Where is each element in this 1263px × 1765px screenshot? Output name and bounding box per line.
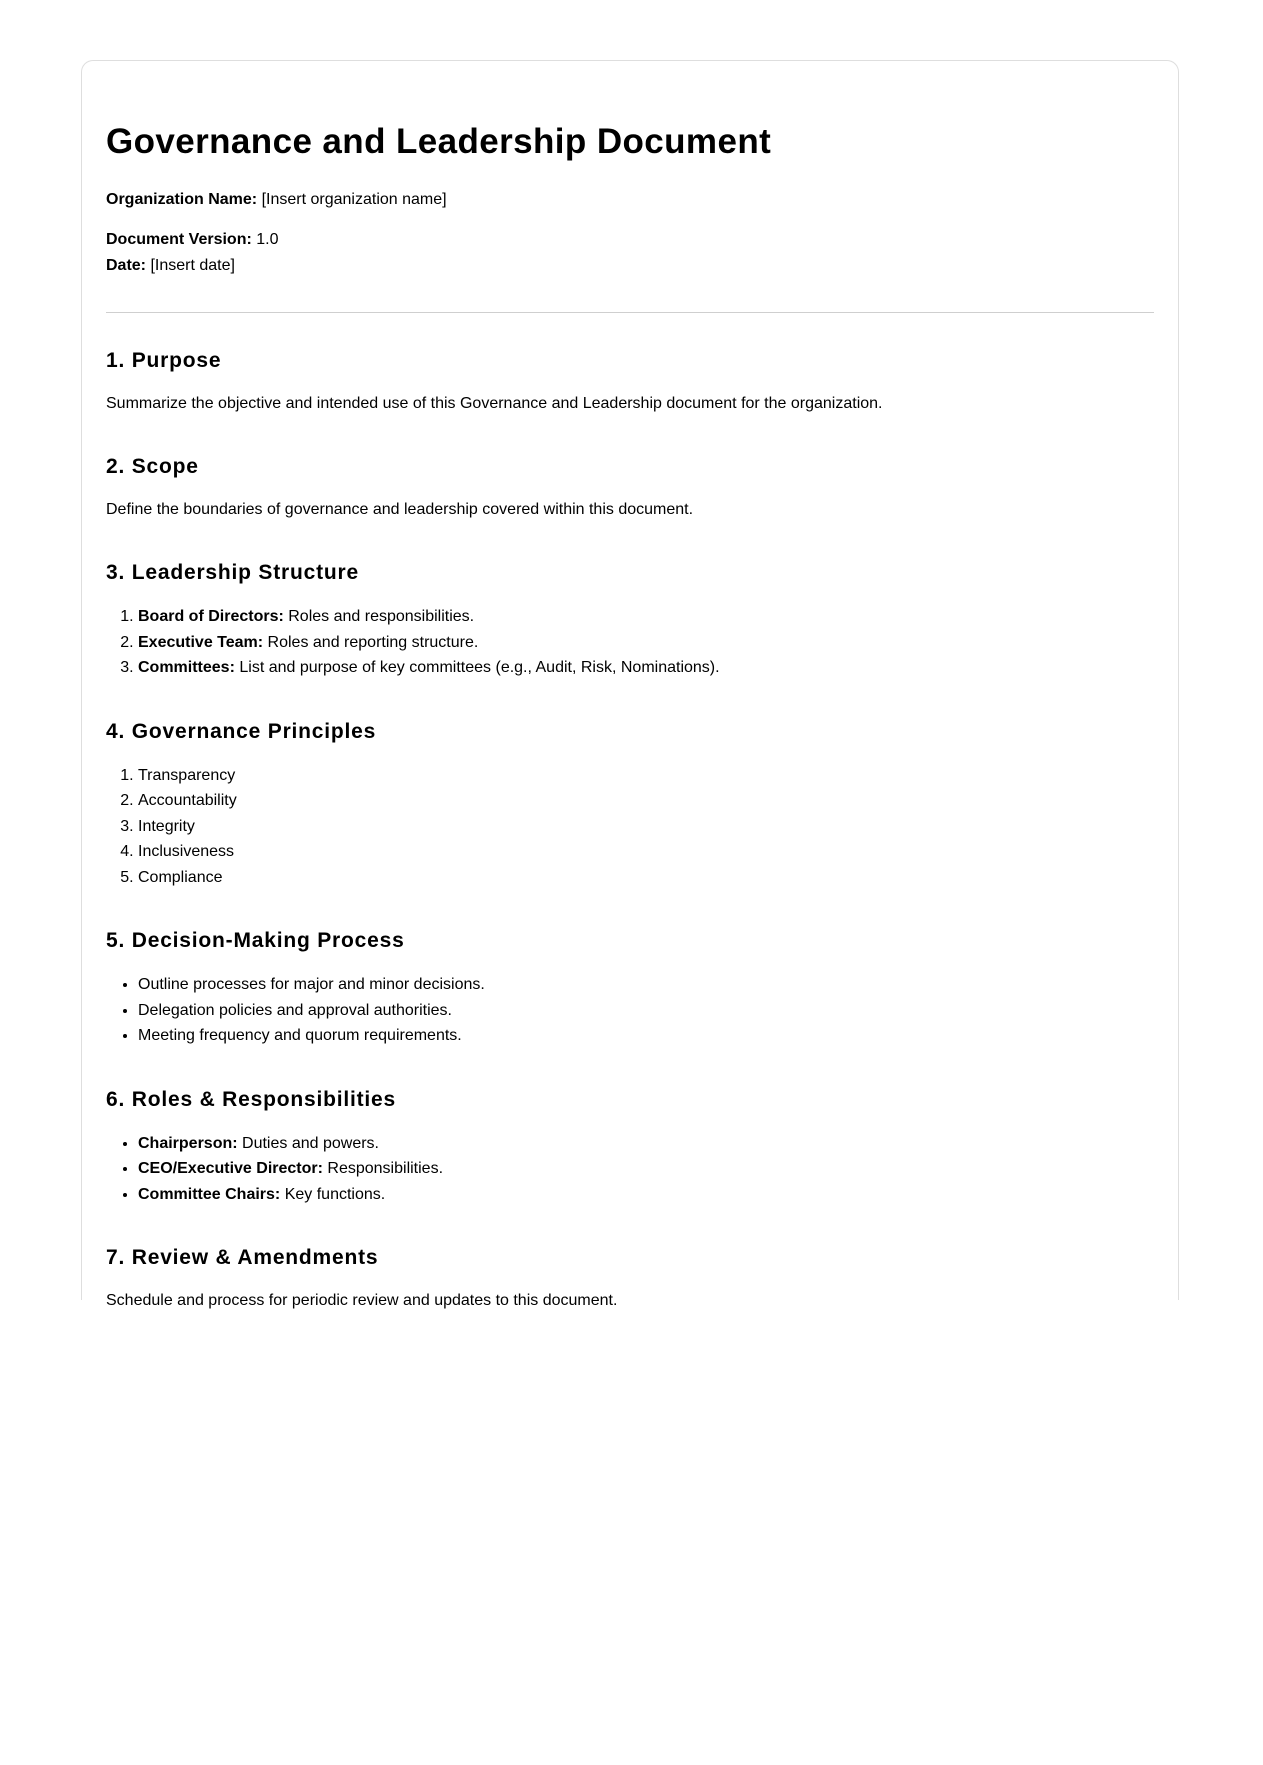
list-item-term: Committee Chairs: (138, 1185, 281, 1203)
section-text: Define the boundaries of governance and leadership covered within this document. (106, 501, 694, 518)
list-item-text: Key functions. (284, 1185, 386, 1203)
section-review-amendments (106, 1245, 1154, 1313)
list-item-text: Responsibilities. (327, 1160, 444, 1177)
document-version-label: Document Version: (106, 231, 252, 248)
section-heading: 2. Scope (106, 455, 199, 478)
list-item (138, 1131, 1154, 1157)
section-decision-making (106, 928, 1154, 1049)
list-item: • Meeting frequency and quorum requirements. (138, 1023, 1154, 1049)
section-scope (106, 454, 1154, 522)
section-text: Schedule and process for periodic review and updates to this document. (106, 1292, 618, 1309)
section-leadership-structure (106, 560, 1154, 681)
list-item-term: Committees: (138, 659, 235, 676)
document-version-line (106, 227, 1154, 253)
header-divider (106, 312, 1154, 313)
list-item (138, 630, 1154, 656)
leadership-list (106, 604, 1154, 681)
section-heading: 7. Review & Amendments (106, 1246, 379, 1269)
section-heading: 1. Purpose (106, 349, 222, 372)
organization-name-label: Organization Name: (106, 191, 258, 208)
decision-list (106, 972, 1154, 1049)
list-item-term: Executive Team: (138, 633, 264, 651)
organization-name-value: [Insert organization name] (261, 191, 447, 208)
list-item (138, 604, 1154, 630)
list-item: • Outline processes for major and minor decisions. (138, 972, 1154, 998)
section-text: Summarize the objective and intended use of this Governance and Leadership document for the organization. (106, 395, 883, 412)
document-version-value: 1.0 (256, 231, 279, 248)
organization-name-line (106, 187, 1154, 213)
list-item: 1. Transparency (138, 763, 1154, 789)
list-item: 3. Integrity (138, 814, 1154, 840)
list-item: 5. Compliance (138, 865, 1154, 891)
document-date-line (106, 253, 1154, 279)
document-date-label: Date: (106, 257, 147, 274)
list-item (138, 655, 1154, 681)
list-item (138, 1156, 1154, 1182)
list-item-term: Board of Directors: (138, 608, 284, 625)
section-purpose (106, 348, 1154, 416)
document-title: Governance and Leadership Document (106, 122, 772, 161)
section-roles-responsibilities (106, 1087, 1154, 1208)
section-heading: 3. Leadership Structure (106, 561, 359, 584)
principles-list (106, 763, 1154, 891)
list-item: 4. Inclusiveness (138, 839, 1154, 865)
section-heading: 5. Decision-Making Process (106, 929, 405, 952)
list-item-text: List and purpose of key committees (e.g., Audit, Risk, Nominations). (239, 659, 720, 676)
list-item-text: Roles and responsibilities. (288, 608, 475, 625)
list-item: • Delegation policies and approval authorities. (138, 998, 1154, 1024)
document-card (81, 60, 1179, 1309)
list-item-term: CEO/Executive Director: (138, 1160, 323, 1177)
section-governance-principles (106, 719, 1154, 891)
list-item-term: Chairperson: (138, 1134, 238, 1152)
list-item-text: Roles and reporting structure. (267, 633, 479, 651)
roles-list (106, 1131, 1154, 1208)
list-item: 2. Accountability (138, 788, 1154, 814)
section-heading: 6. Roles & Responsibilities (106, 1087, 397, 1111)
list-item (138, 1182, 1154, 1208)
document-date-value: [Insert date] (150, 257, 235, 274)
list-item-text: Duties and powers. (242, 1134, 379, 1152)
section-heading: 4. Governance Principles (106, 719, 377, 743)
